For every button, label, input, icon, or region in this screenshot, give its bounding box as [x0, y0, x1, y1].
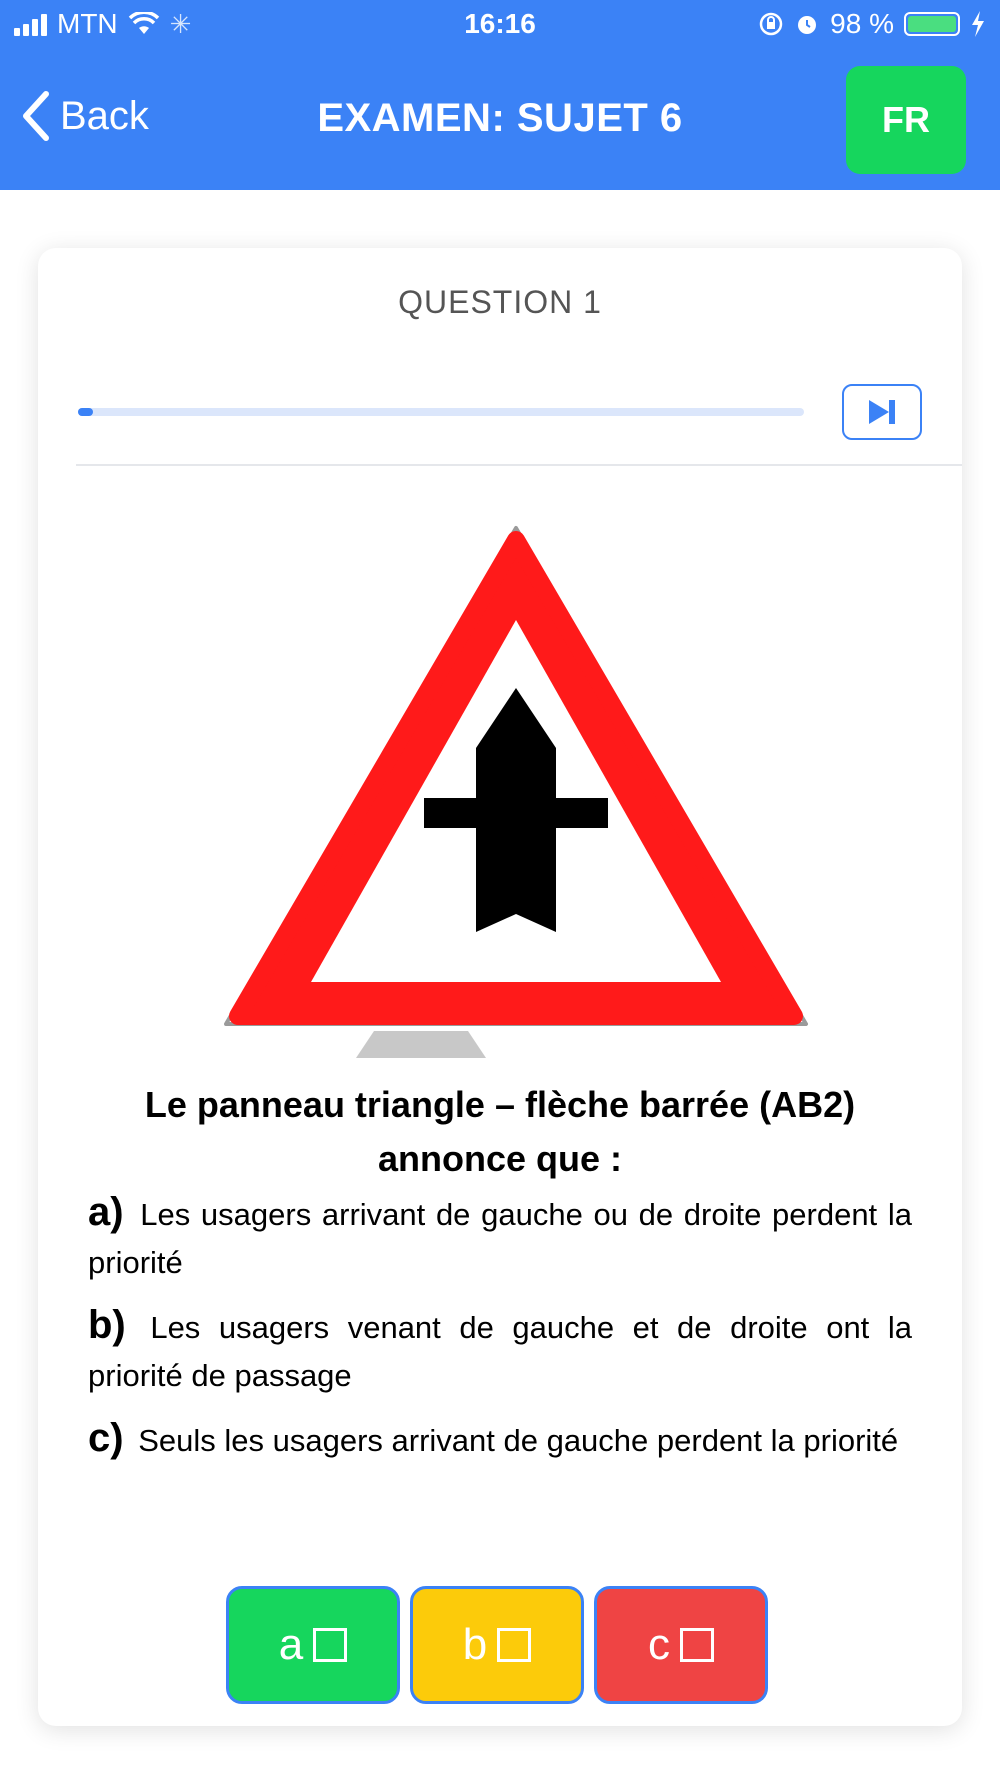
divider	[76, 464, 962, 466]
progress-fill	[78, 408, 93, 416]
charging-icon	[970, 11, 986, 37]
activity-icon: ✳	[169, 8, 192, 39]
answer-label: c	[648, 1620, 670, 1669]
question-number: QUESTION 1	[398, 284, 602, 320]
progress-bar	[78, 408, 804, 416]
question-card	[38, 248, 962, 1726]
language-button[interactable]: FR	[846, 66, 966, 174]
option-letter: a)	[88, 1190, 124, 1234]
app-header	[0, 0, 1000, 190]
option-text: Les usagers venant de gauche et de droite ont la priorité de passage	[88, 1310, 912, 1393]
checkbox-icon	[680, 1628, 714, 1662]
next-question-button[interactable]	[842, 384, 922, 440]
status-right	[758, 8, 986, 40]
answer-c-button[interactable]	[594, 1586, 768, 1704]
option-c	[88, 1414, 912, 1465]
option-b	[88, 1301, 912, 1400]
navigation-bar	[0, 60, 1000, 180]
carrier-name: MTN	[57, 8, 118, 39]
checkbox-icon	[313, 1628, 347, 1662]
option-letter: b)	[88, 1303, 126, 1347]
back-label: Back	[60, 93, 149, 138]
skip-next-icon	[865, 397, 899, 427]
options-list	[88, 1188, 912, 1479]
battery-percent: 98 %	[830, 8, 894, 39]
answer-label: a	[278, 1620, 304, 1669]
option-a	[88, 1188, 912, 1287]
page-title: EXAMEN: SUJET 6	[317, 96, 683, 140]
option-letter: c)	[88, 1416, 124, 1460]
status-time: 16:16	[464, 8, 536, 39]
question-text: Le panneau triangle – flèche barrée (AB2) annonce que :	[144, 1084, 856, 1179]
alarm-icon	[794, 11, 820, 37]
answer-b-button[interactable]	[410, 1586, 584, 1704]
option-text: Les usagers arrivant de gauche ou de droite perdent la priorité	[88, 1197, 912, 1280]
status-bar	[0, 0, 1000, 50]
road-sign-priority-crossroad-icon	[206, 516, 826, 1058]
answer-a-button[interactable]	[226, 1586, 400, 1704]
checkbox-icon	[497, 1628, 531, 1662]
battery-icon	[904, 12, 960, 36]
rotation-lock-icon	[758, 11, 784, 37]
option-text: Seuls les usagers arrivant de gauche perdent la priorité	[138, 1423, 899, 1458]
answer-label: b	[462, 1620, 488, 1669]
answer-buttons	[226, 1586, 768, 1704]
